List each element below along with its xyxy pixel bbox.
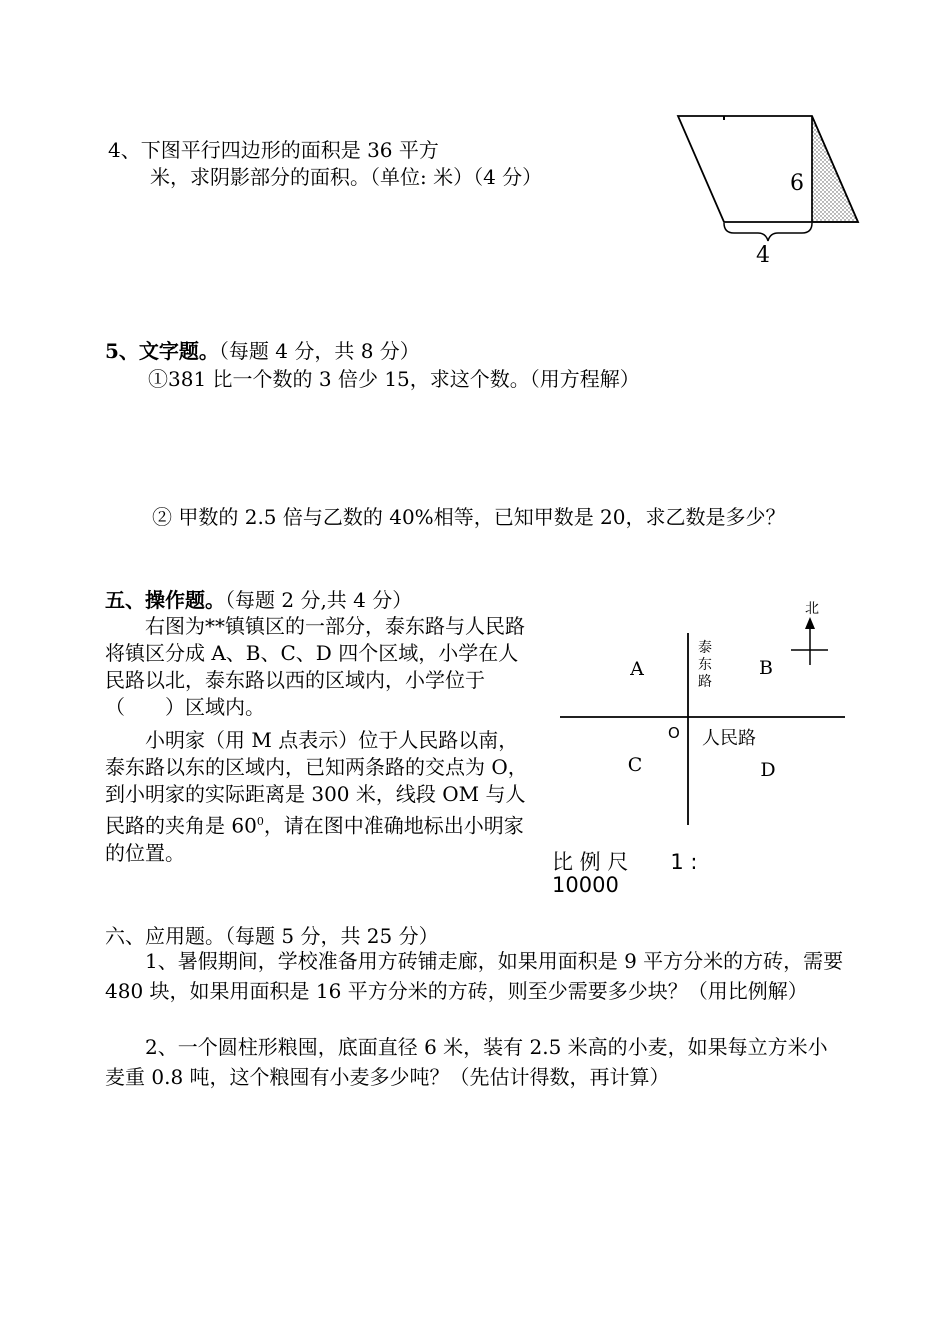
s6-q1: 1、暑假期间，学校准备用方砖铺走廊，如果用面积是 9 平方分米的方砖，需要 480 块，如果用面积是 16 平方分米的方砖，则至少需要多少块？（用比例解） [105, 949, 844, 1003]
s5-heading-note: （每题 2 分,共 4 分） [225, 588, 413, 612]
parallelogram-figure [670, 105, 870, 275]
road-v-char-2: 东 [698, 657, 712, 673]
region-b: B [759, 657, 773, 679]
s5-heading: 五、操作题。 [105, 588, 225, 612]
s6-heading: 六、应用题。（每题 5 分，共 25 分） [105, 924, 439, 948]
road-v-char-3: 路 [698, 674, 712, 690]
north-arrow-icon [805, 617, 815, 629]
origin-label: O [668, 724, 680, 742]
q5-item2: ② 甲数的 2.5 倍与乙数的 40%相等，已知甲数是 20，求乙数是多少？ [152, 505, 786, 529]
q5-heading-note: （每题 4 分，共 8 分） [218, 339, 420, 363]
region-c: C [627, 754, 643, 776]
q5-heading-row [105, 335, 420, 364]
scale-label: 比 例 尺 1 : [552, 850, 698, 874]
s5-p2-b: ，请在图中准确地标出小明家的位置。 [105, 813, 524, 865]
q5-heading: 5、文字题。 [105, 339, 219, 363]
scale-value: 10000 [552, 873, 619, 897]
north-label: 北 [805, 601, 819, 617]
road-h-label: 人民路 [702, 728, 756, 749]
region-d: D [760, 759, 776, 781]
s5-paragraph-2 [105, 727, 535, 867]
degree-sup: 0 [256, 815, 264, 828]
base-label: 4 [756, 243, 770, 268]
s5-heading-row [105, 584, 412, 613]
road-v-char-1: 泰 [698, 640, 712, 656]
q4-line2: 米，求阴影部分的面积。（单位: 米）（4 分） [150, 165, 543, 189]
town-map [555, 595, 855, 835]
region-a: A [630, 658, 644, 680]
q5-item1: ①381 比一个数的 3 倍少 15，求这个数。（用方程解） [148, 367, 640, 391]
base-brace [724, 223, 812, 241]
q4-line1: 4、下图平行四边形的面积是 36 平方 [108, 138, 439, 162]
s5-paragraph-1: 右图为**镇镇区的一部分，泰东路与人民路将镇区分成 A、B、C、D 四个区域，小学在人民路以北，泰东路以西的区域内，小学位于（ ）区域内。 [105, 614, 525, 719]
height-label: 6 [790, 171, 804, 196]
s6-q2: 2、一个圆柱形粮囤，底面直径 6 米，装有 2.5 米高的小麦，如果每立方米小麦重 0.8 吨，这个粮囤有小麦多少吨？（先估计得数，再计算） [105, 1035, 828, 1089]
s5-p2-a: 小明家（用 M 点表示）位于人民路以南，泰东路以东的区域内，已知两条路的交点为 O，到小明家的实际距离是 300 米，线段 OM 与人民路的夹角是 60 [105, 728, 528, 838]
